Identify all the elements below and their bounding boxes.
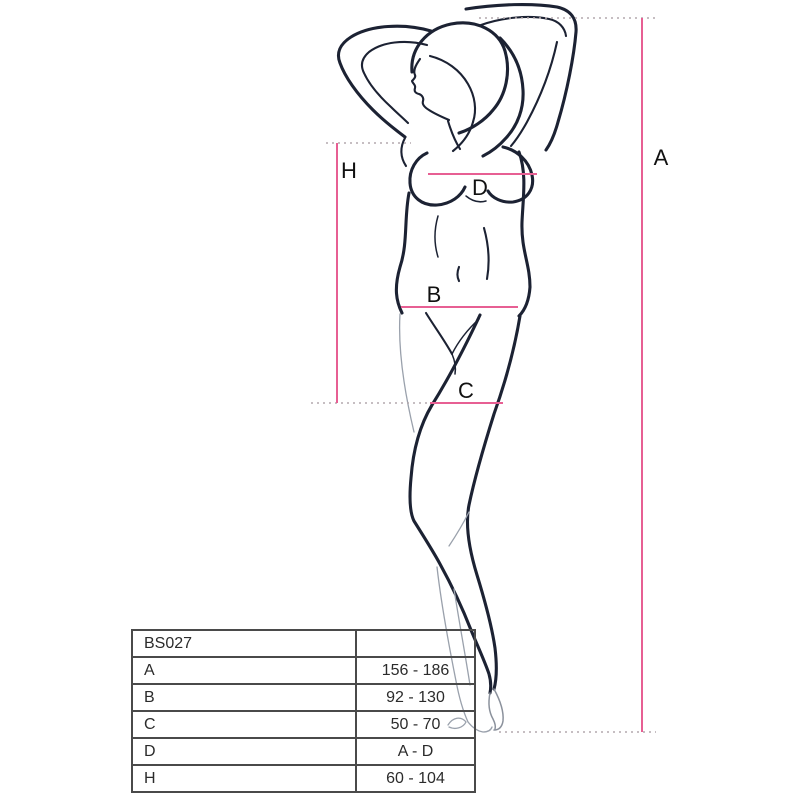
table-row-label: B [132,684,356,711]
left-breast-path [410,153,465,205]
hair-outline-path [412,23,508,133]
table-row-value: 156 - 186 [356,657,475,684]
belly-line-right-path [484,228,489,279]
navel-path [458,267,460,281]
table-model-cell: BS027 [132,630,356,657]
measure-label-h: H [341,158,357,183]
measure-label-c: C [458,378,474,403]
hair-strand-path [430,56,475,122]
table-row-label: C [132,711,356,738]
table-row-value: 60 - 104 [356,765,475,792]
neck-path [448,121,460,149]
left-torso-path [396,193,409,313]
table-row [132,738,475,765]
table-row-value: 92 - 130 [356,684,475,711]
table-row [132,657,475,684]
table-row [132,684,475,711]
size-table [131,629,476,793]
measure-label-a: A [653,145,669,170]
bikini-left-path [426,313,452,354]
table-row-value: 50 - 70 [356,711,475,738]
left-thigh-path [400,314,414,432]
table-model-value-cell [356,630,475,657]
table-row-label: H [132,765,356,792]
measure-label-b: B [426,282,442,307]
right-torso-path [519,152,530,316]
table-row [132,765,475,792]
table-row-label: D [132,738,356,765]
figure-line-art [338,5,576,732]
table-header-row [132,630,475,657]
hair-tip-path [453,122,473,151]
right-arm-inner-path [511,42,557,146]
foot-front-path [489,693,495,729]
measurement-lines [311,18,658,732]
table-row-label: A [132,657,356,684]
knee-crease-path [449,512,469,546]
table-row-value: A - D [356,738,475,765]
face-profile-path [412,59,449,120]
belly-line-left-path [435,216,438,257]
table-row [132,711,475,738]
measure-label-d: D [472,175,488,200]
